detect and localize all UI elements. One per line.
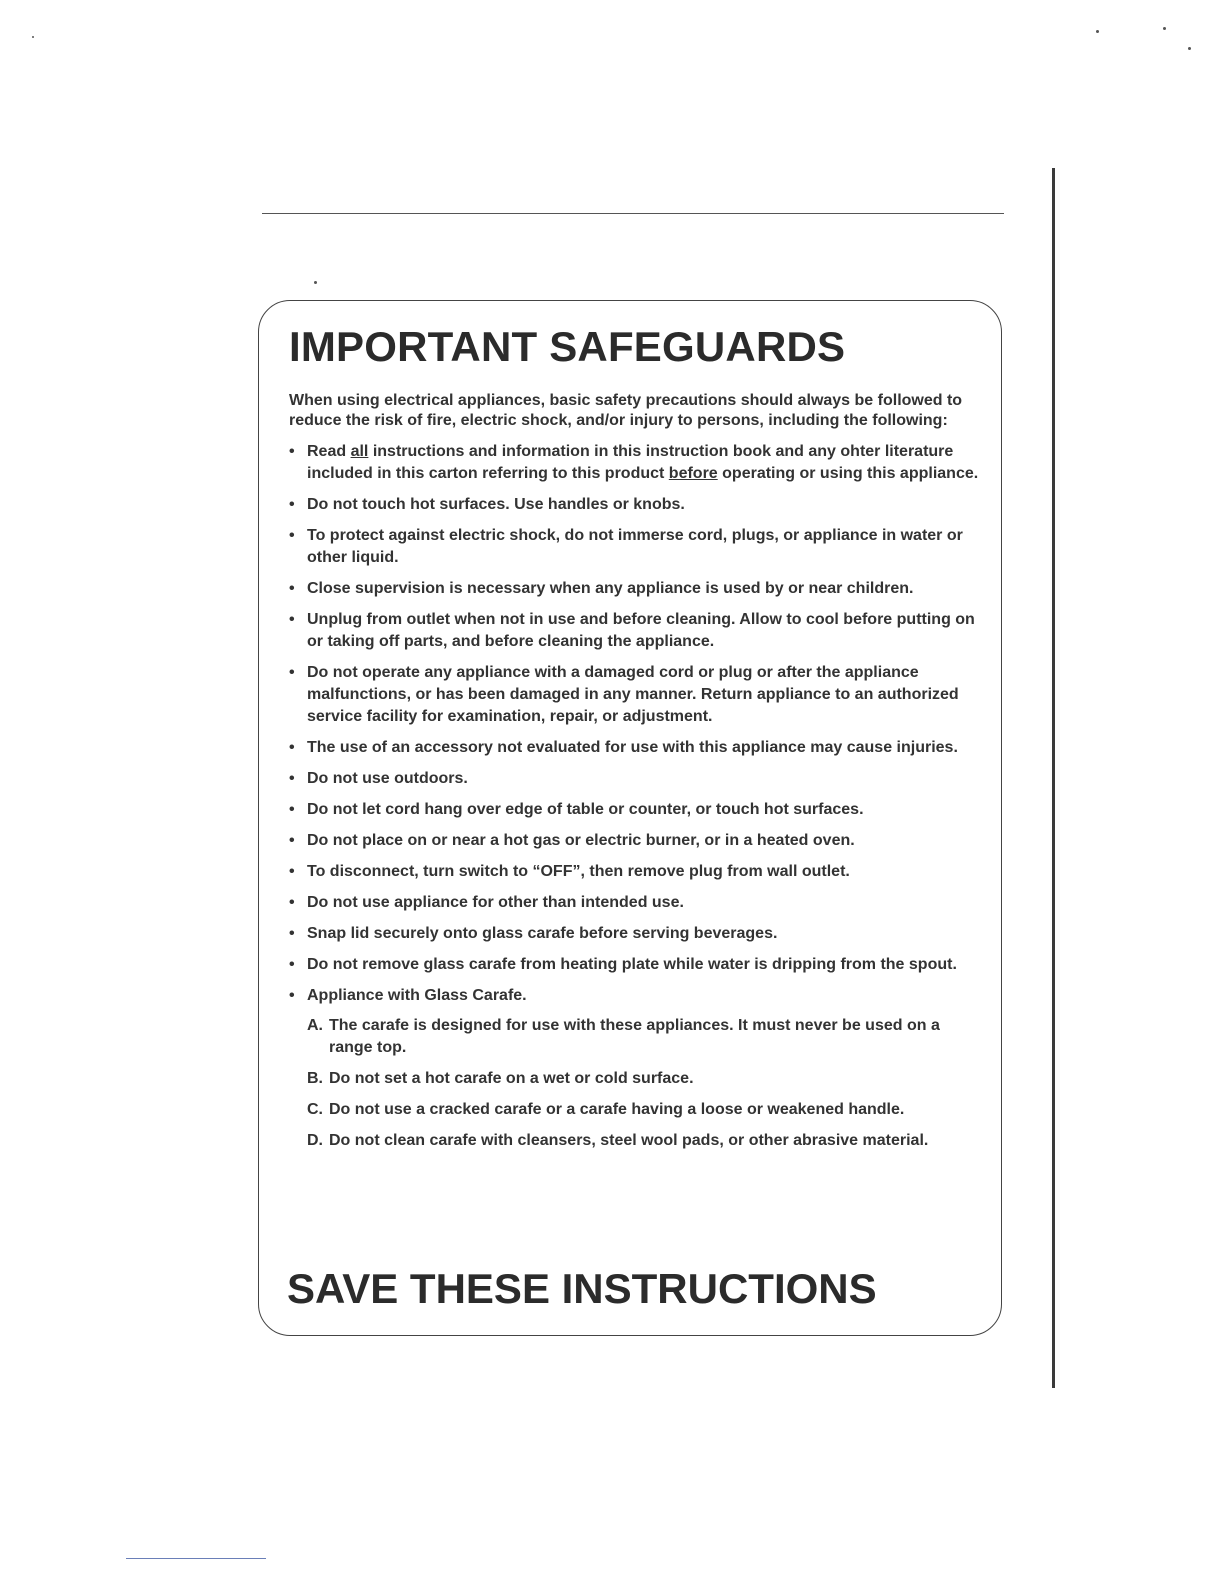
bullet-icon: • (289, 527, 295, 544)
list-item: • Do not use outdoors. (289, 768, 979, 790)
bullet-icon: • (289, 956, 295, 973)
scan-speck (32, 36, 34, 38)
list-item: • Unplug from outlet when not in use and before cleaning. Allow to cool before putting on or taking off parts, and before cleaning the appliance. (289, 611, 975, 650)
scan-speck (314, 281, 317, 284)
intro-paragraph: When using electrical appliances, basic safety precautions should always be followed to reduce the risk of fire, electric shock, and/or injury to persons, including the following: (289, 392, 963, 429)
list-item: • Do not operate any appliance with a damaged cord or plug or after the appliance malfunctions, or has been damaged in any manner. Return appliance to an authorized service facility for examination, repair, or adjustment. (289, 664, 959, 725)
list-item-carafe: • Appliance with Glass Carafe. A. The carafe is designed for use with these appliances. It must never be used on a range top. B. Do not set a hot carafe on a wet or cold surface. C. Do not use a cracked carafe or a carafe having a loose or weakened handle. D. Do not clean carafe with cleansers, steel wool pads, or other abrasive material. (289, 985, 979, 1152)
scan-speck (1096, 30, 1099, 33)
bullet-icon: • (289, 925, 295, 942)
sub-list-item: D. Do not clean carafe with cleansers, steel wool pads, or other abrasive material. (307, 1132, 929, 1149)
bullet-icon: • (289, 443, 295, 460)
carafe-sublist (307, 1015, 979, 1152)
bullet-icon: • (289, 863, 295, 880)
bullet-icon: • (289, 664, 295, 681)
sub-list-item: B. Do not set a hot carafe on a wet or cold surface. (307, 1070, 694, 1087)
list-item: • Do not place on or near a hot gas or electric burner, or in a heated oven. (289, 830, 979, 852)
bullet-icon: • (289, 987, 295, 1004)
scan-speck (1188, 47, 1191, 50)
list-item: • Do not remove glass carafe from heating plate while water is dripping from the spout. (289, 954, 979, 976)
bullet-icon: • (289, 611, 295, 628)
top-rule (262, 213, 1004, 214)
bottom-rule (126, 1558, 266, 1559)
bullet-icon: • (289, 832, 295, 849)
sub-list-item: A. The carafe is designed for use with these appliances. It must never be used on a range top. (307, 1017, 940, 1056)
scan-speck (1163, 27, 1166, 30)
bullet-icon: • (289, 739, 295, 756)
list-item: • To disconnect, turn switch to “OFF”, then remove plug from wall outlet. (289, 861, 979, 883)
save-instructions-heading: SAVE THESE INSTRUCTIONS (287, 1265, 877, 1312)
bullet-icon: • (289, 770, 295, 787)
safeguard-list (289, 441, 979, 1152)
scan-edge-bar (1052, 168, 1055, 1388)
list-item: • Do not use appliance for other than intended use. (289, 892, 979, 914)
list-item: • The use of an accessory not evaluated for use with this appliance may cause injuries. (289, 737, 979, 759)
safeguards-panel (258, 300, 1002, 1336)
page-title: IMPORTANT SAFEGUARDS (289, 323, 846, 370)
list-item: • Snap lid securely onto glass carafe before serving beverages. (289, 923, 979, 945)
bullet-icon: • (289, 801, 295, 818)
bullet-icon: • (289, 894, 295, 911)
list-item: • To protect against electric shock, do not immerse cord, plugs, or appliance in water or other liquid. (289, 527, 963, 566)
list-item: • Read all instructions and information in this instruction book and any ohter literature included in this carton referring to this product before operating or using this appliance. (289, 443, 979, 482)
bullet-icon: • (289, 580, 295, 597)
list-item: • Do not let cord hang over edge of table or counter, or touch hot surfaces. (289, 799, 979, 821)
sub-list-item: C. Do not use a cracked carafe or a carafe having a loose or weakened handle. (307, 1101, 905, 1118)
bullet-icon: • (289, 496, 295, 513)
list-item: • Close supervision is necessary when any appliance is used by or near children. (289, 578, 979, 600)
list-item: • Do not touch hot surfaces. Use handles or knobs. (289, 494, 979, 516)
